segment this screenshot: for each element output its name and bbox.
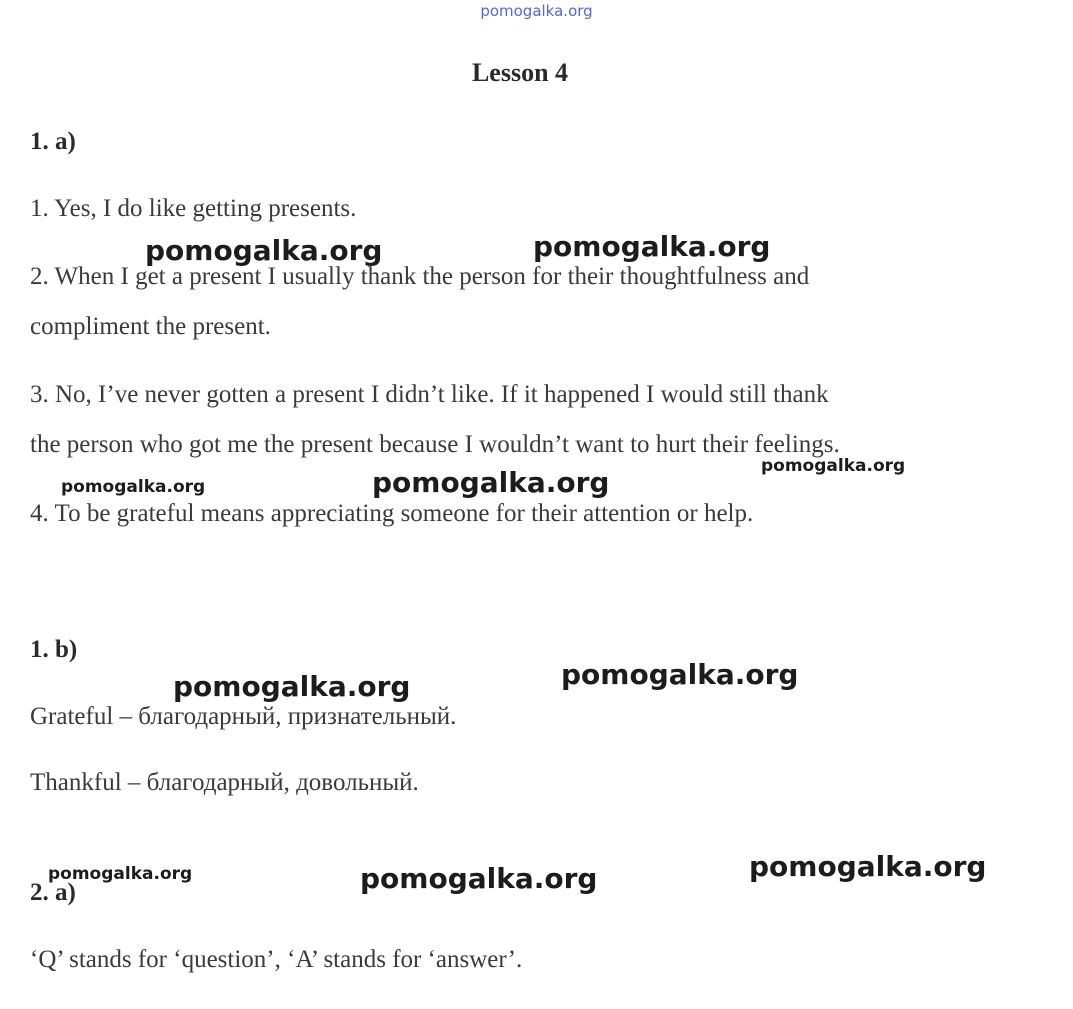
watermark-text: pomogalka.org [173,670,411,703]
answer-line: compliment the present. [30,313,271,340]
section-heading-2a: 2. a) [30,879,76,906]
answer-line: 2. When I get a present I usually thank the person for their thoughtfulness and [30,263,810,290]
watermark-text: pomogalka.org [48,864,193,884]
watermark-text: pomogalka.org [61,477,206,497]
watermark-text: pomogalka.org [533,230,771,263]
vocabulary-line: Grateful – благодарный, признательный. [30,703,457,730]
watermark-text: pomogalka.org [360,862,598,895]
answer-line: the person who got me the present because I wouldn’t want to hurt their feelings. [30,431,840,458]
answer-line: 3. No, I’ve never gotten a present I didn’t like. If it happened I would still thank [30,381,829,408]
answer-line: ‘Q’ stands for ‘question’, ‘A’ stands for ‘answer’. [30,946,523,973]
page-title: Lesson 4 [471,58,569,87]
watermark-text: pomogalka.org [761,456,906,476]
watermark-text: pomogalka.org [561,658,799,691]
watermark-text: pomogalka.org [145,234,383,267]
watermark-text: pomogalka.org [749,850,987,883]
site-header-link[interactable]: pomogalka.org [480,2,593,20]
watermark-text: pomogalka.org [372,466,610,499]
section-heading-1b: 1. b) [30,636,78,663]
answer-line: 1. Yes, I do like getting presents. [30,195,357,222]
section-heading-1a: 1. a) [30,128,76,155]
answer-line: 4. To be grateful means appreciating someone for their attention or help. [30,500,754,527]
vocabulary-line: Thankful – благодарный, довольный. [30,769,419,796]
